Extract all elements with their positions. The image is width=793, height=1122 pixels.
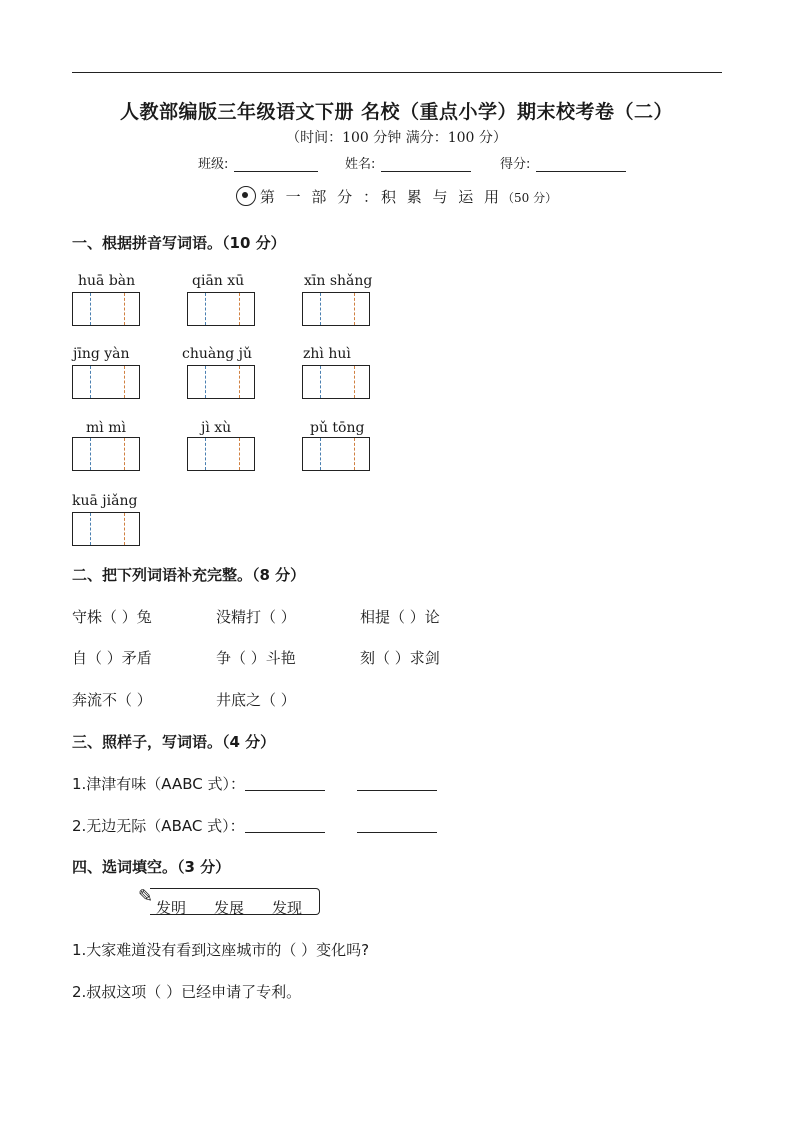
word-option: 发现 xyxy=(272,899,303,917)
section-2-heading: 二、把下列词语补充完整。（8 分） xyxy=(72,566,306,584)
score-field[interactable] xyxy=(500,153,626,172)
pinyin-label: qiān xū xyxy=(192,273,245,289)
answer-line[interactable] xyxy=(245,818,325,833)
pinyin-label: huā bàn xyxy=(78,273,136,289)
class-field[interactable] xyxy=(198,153,318,172)
idiom-item[interactable]: 争（ ）斗艳 xyxy=(216,649,296,667)
word-bank xyxy=(156,897,330,918)
answer-box[interactable] xyxy=(187,292,255,326)
idiom-item[interactable]: 相提（ ）论 xyxy=(360,608,440,626)
section-1-heading: 一、根据拼音写词语。（10 分） xyxy=(72,234,286,252)
pattern-item xyxy=(72,815,437,836)
word-option: 发展 xyxy=(214,899,245,917)
class-line[interactable] xyxy=(234,157,318,172)
section-3-heading: 三、照样子，写词语。（4 分） xyxy=(72,733,276,751)
pinyin-label: zhì huì xyxy=(303,346,351,362)
pinyin-label: kuā jiǎng xyxy=(72,493,138,509)
part-score: （50 分） xyxy=(502,191,558,205)
answer-line[interactable] xyxy=(357,776,437,791)
answer-box[interactable] xyxy=(302,365,370,399)
pencil-icon: ✎ xyxy=(138,886,154,907)
name-field[interactable] xyxy=(345,153,471,172)
pattern-item xyxy=(72,773,437,794)
idiom-item[interactable]: 井底之（ ） xyxy=(216,691,296,709)
pattern-prompt: 1.津津有味（AABC 式）： xyxy=(72,775,246,793)
name-line[interactable] xyxy=(381,157,471,172)
answer-box[interactable] xyxy=(302,437,370,471)
answer-box[interactable] xyxy=(187,365,255,399)
answer-line[interactable] xyxy=(245,776,325,791)
answer-line[interactable] xyxy=(357,818,437,833)
part-badge-icon xyxy=(236,186,256,206)
idiom-item[interactable]: 刻（ ）求剑 xyxy=(360,649,440,667)
answer-box[interactable] xyxy=(72,437,140,471)
fill-item[interactable]: 2.叔叔这项（ ）已经申请了专利。 xyxy=(72,983,302,1001)
part-heading xyxy=(0,186,793,207)
pinyin-label: chuàng jǔ xyxy=(182,346,253,362)
class-label: 班级: xyxy=(198,157,229,172)
name-label: 姓名: xyxy=(345,157,376,172)
score-line[interactable] xyxy=(536,157,626,172)
part-label: 第 一 部 分 ：积 累 与 运 用 xyxy=(259,188,503,206)
pinyin-label: mì mì xyxy=(86,420,126,436)
pinyin-label: jīng yàn xyxy=(73,346,130,362)
exam-info: （时间：100 分钟 满分：100 分） xyxy=(286,130,507,146)
page-title: 人教部编版三年级语文下册 名校（重点小学）期末校考卷（二） xyxy=(119,101,674,123)
section-4-heading: 四、选词填空。（3 分） xyxy=(72,858,231,876)
idiom-item[interactable]: 没精打（ ） xyxy=(216,608,296,626)
idiom-item[interactable]: 自（ ）矛盾 xyxy=(72,649,152,667)
idiom-item[interactable]: 守株（ ）兔 xyxy=(72,608,152,626)
word-option: 发明 xyxy=(156,899,187,917)
answer-box[interactable] xyxy=(72,512,140,546)
pinyin-label: pǔ tōng xyxy=(310,420,365,436)
answer-box[interactable] xyxy=(302,292,370,326)
pinyin-label: xīn shǎng xyxy=(304,273,373,289)
answer-box[interactable] xyxy=(187,437,255,471)
answer-box[interactable] xyxy=(72,292,140,326)
pinyin-label: jì xù xyxy=(201,420,232,436)
score-label: 得分: xyxy=(500,157,531,172)
pattern-prompt: 2.无边无际（ABAC 式）： xyxy=(72,817,245,835)
fill-item[interactable]: 1.大家难道没有看到这座城市的（ ）变化吗? xyxy=(72,941,370,959)
top-rule xyxy=(72,72,722,73)
answer-box[interactable] xyxy=(72,365,140,399)
idiom-item[interactable]: 奔流不（ ） xyxy=(72,691,152,709)
